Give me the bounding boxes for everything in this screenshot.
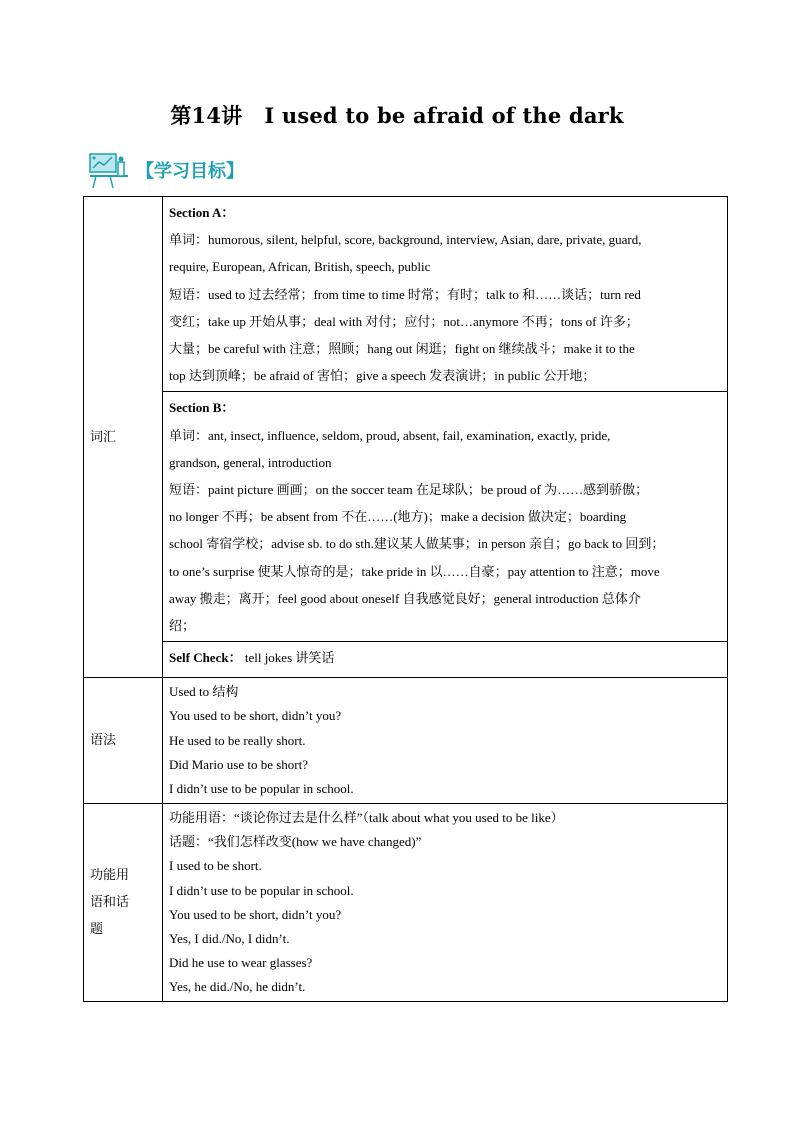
section-a-line: 短语：used to 过去经常；from time to time 时常；有时；talk to 和……谈话；turn red [169,286,641,302]
section-b-cell [163,392,728,642]
section-a-line: 变红；take up 开始从事；deal with 对付；应付；not…anymore 不再；tons of 许多； [169,313,639,329]
function-row [84,804,728,1002]
grammar-row [84,678,728,804]
page-title [0,100,794,130]
section-b-line: 单词：ant, insect, influence, seldom, proud, absent, fail, examination, exactly, pride, [169,427,611,443]
section-b-line: 绍； [169,618,196,634]
grammar-category: 语法 [84,678,163,804]
section-a-cell [163,197,728,392]
function-line: 话题：“我们怎样改变(how we have changed)” [169,834,422,850]
function-line: I used to be short. [169,858,262,874]
section-b-line: school 寄宿学校；advise sb. to do sth.建议某人做某事；in person 亲自；go back to 回到； [169,536,665,552]
vocab-row-b [84,392,728,642]
section-a-line: require, European, African, British, speech, public [169,259,431,275]
function-line: 功能用语：“谈论你过去是什么样”（talk about what you used to be like） [169,810,564,826]
function-category-line: 功能用 [90,868,130,884]
section-b-line: to one’s surprise 使某人惊奇的是；take pride in 以……自豪；pay attention to 注意；move [169,563,660,579]
section-a-line: top 达到顶峰；be afraid of 害怕；give a speech 发表演讲；in public 公开地； [169,368,596,384]
function-category [84,804,163,1002]
section-b-heading: Section B： [169,400,235,416]
vocab-category: 词汇 [84,197,163,678]
function-line: Yes, he did./No, he didn’t. [169,978,306,994]
grammar-line: I didn’t use to be popular in school. [169,781,354,797]
section-b-line: 短语：paint picture 画画；on the soccer team 在足球队；be proud of 为……感到骄傲； [169,482,649,498]
lesson-number: 第14讲 [170,103,243,128]
grammar-line: He used to be really short. [169,732,306,748]
function-cell [163,804,728,1002]
grammar-line: Used to 结构 [169,684,239,700]
learning-goals-header [88,150,244,190]
vocab-row-a [84,197,728,392]
function-line: Did he use to wear glasses? [169,954,313,970]
function-line: Yes, I did./No, I didn’t. [169,930,290,946]
learning-goals-label: 【学习目标】 [136,161,244,182]
grammar-line: You used to be short, didn’t you? [169,708,342,724]
function-line: You used to be short, didn’t you? [169,906,342,922]
vocab-row-selfcheck [84,642,728,678]
self-check-label: Self Check： [169,650,242,666]
function-line: I didn’t use to be popular in school. [169,882,354,898]
section-a-heading: Section A： [169,205,235,220]
learning-goals-table [83,196,728,1002]
section-b-line: grandson, general, introduction [169,454,332,470]
grammar-line: Did Mario use to be short? [169,756,309,772]
function-category-line: 语和话 [90,895,130,911]
grammar-cell [163,678,728,804]
section-b-line: away 搬走；离开；feel good about oneself 自我感觉良好；general introduction 总体介 [169,590,641,606]
presentation-board-icon [88,150,132,190]
self-check-cell [163,642,728,678]
self-check-text: tell jokes 讲笑话 [244,650,335,666]
section-a-line: 单词：humorous, silent, helpful, score, background, interview, Asian, dare, private, guard, [169,232,642,248]
lesson-name: I used to be afraid of the dark [264,103,624,128]
function-category-line: 题 [90,922,104,938]
section-b-line: no longer 不再；be absent from 不在……(地方)；make a decision 做决定；boarding [169,509,627,525]
section-a-line: 大量；be careful with 注意；照顾；hang out 闲逛；fight on 继续战斗；make it to the [169,341,635,357]
